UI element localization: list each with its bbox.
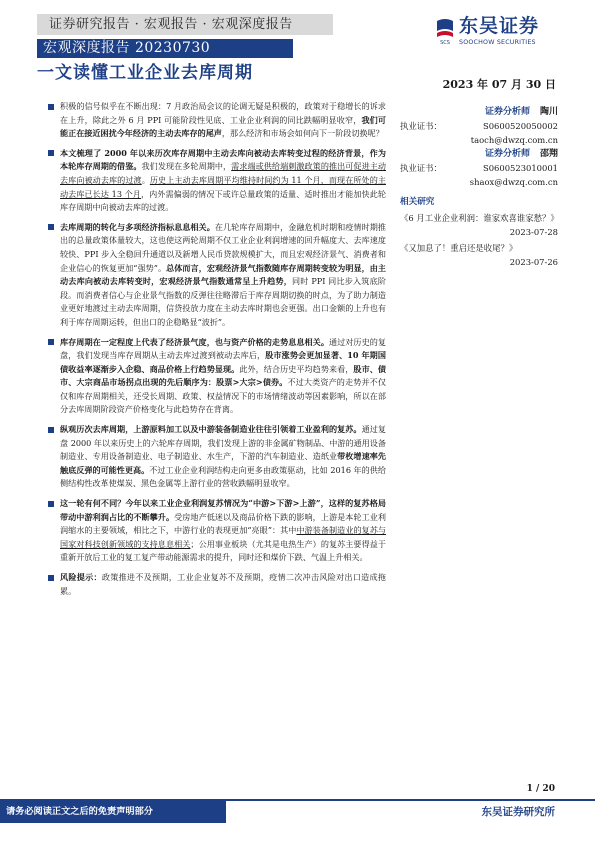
analyst-role: 证券分析师 邵翔 [484,149,558,159]
related-research-item[interactable]: 《6 月工业企业利润：谁家欢喜谁家愁？》 2023-07-28 [400,213,559,237]
bullet-square-icon [48,339,54,345]
bullet-text-segment: 股市、债市、大宗商品市场拐点出现的先后顺序为：股票>大宗>债券。 [60,363,386,388]
bullet-text-segment: 通过复盘 2000 年以来历史上的六轮库存周期，我们发现上游的非金属矿物制品、中游的通用设备制造业、专用设备制造业、电子制造业、水生产，下游的汽车制造业、造纸业 [60,424,386,462]
analyst-name: 陶川 [539,107,558,117]
analyst-cert: 执业证书： S0600520050002 [400,121,558,131]
bullet-text-segment: 库存周期在一定程度上代表了经济景气度，也与资产价格的走势息息相关。 [60,336,329,347]
report-date: 2023 年 07 月 30 日 [442,78,556,91]
bullet-text-segment: 不过大类资产的走势并不仅仅和库存周期相关，还受长周期、政策、权益情况下的市场情绪波动等因素影响，所以在部分去库周期阶段资产价格变化与此趋势存在背离。 [60,377,386,415]
report-category: 证券研究报告 · 宏观报告 · 宏观深度报告 [49,17,293,32]
bullet-text-segment: 在几轮库存周期中，金融危机时期和疫情时期推出的总量政策体量较大，这也使这两轮周期不仅工业企业利润增速的回升幅度大、去库速度较快、PPI 步入全稳回升通道以及新增人民币贷款规模扩大，而且宏观经济景气、消费者和企业信心的恢复更加“强势”。 [60,221,386,273]
summary-bullet [48,336,386,418]
bullet-text-segment: 受房地产低迷以及商品价格下跌的影响，上游是本轮工业利润缩水的主要领域，相比之下，中游行业的表现更加“亮眼”：其中 [60,511,386,536]
bullet-text-segment: 中游装备制造业的复苏与国家对科技创新领域的支持息息相关 [60,525,386,549]
bullet-square-icon [48,224,54,230]
bullet-text-segment: 我们可能正在接近困扰今年经济的主动去库存的尾声 [60,114,386,139]
report-title: 一文读懂工业企业去库周期 [37,63,253,83]
related-research-item[interactable]: 《又加息了！重启还是收尾？》 2023-07-26 [400,243,558,267]
analyst-name: 邵翔 [539,149,558,159]
bullet-square-icon [48,104,54,110]
bullet-text-segment: 此外，结合历史平均趋势来看， [239,363,354,374]
bullet-text-segment: ；公用事业板块（尤其是电热生产）的复苏主要得益于重新开放后工业的复工复产带动能源需求的提升，同时还和煤价下跌、气温上升相关。 [60,538,386,563]
bullet-text-segment: 总体而言，宏观经济景气指数随库存周期转变较为明显，由主动去库向被动去库转变时，宏观经济景气指数通常呈上升趋势， [60,262,386,287]
related-research-title: 相关研究 [400,197,435,207]
analyst-email[interactable]: taoch@dwzq.com.cn [470,135,558,145]
logo-mark-icon [434,17,456,45]
bullet-square-icon [48,150,54,156]
logo-name-cn: 东吴证券 [459,15,540,37]
report-category-bar [37,14,333,35]
bullet-square-icon [48,427,54,433]
analyst-email[interactable]: shaox@dwzq.com.cn [469,177,558,187]
summary-bullet [48,221,386,330]
bullet-square-icon [48,501,54,507]
summary-column [48,100,386,604]
bullet-text-segment: 不过工业企业利润结构走向更多由政策驱动，比如 2016 年的供给侧结构性改革使煤炭、黑色金属等上游行业的营收跌幅明显收窄。 [60,464,386,489]
bullet-text-segment: 政策推进不及预期，工业企业复苏不及预期，疫情二次冲击风险对出口造成拖累。 [60,572,386,596]
disclaimer-banner: 请务必阅读正文之后的免责声明部分 [0,801,226,823]
analyst-block [400,105,558,147]
bullet-text-segment: ，那么经济和市场会如何向下一阶段切换呢？ [221,128,384,139]
summary-bullet [48,147,386,215]
bullet-text-segment: 股市涨势会更加显著、10 年期国债收益率逐渐步入企稳、商品价格上行趋势显现。 [60,350,386,374]
bullet-text-segment: 本文梳理了 2000 年以来历次库存周期中主动去库向被动去库转变过程的经济背景，作为本轮库存周期的借鉴。 [60,147,386,172]
summary-bullet [48,571,386,598]
bullet-text-segment: 纵观历次去库周期，上游原料加工以及中游装备制造业往往引领着工业盈利的复苏。 [60,424,362,435]
bullet-text-segment: 风险提示： [60,572,102,582]
analyst-block [400,147,558,189]
report-type-bar [37,39,293,58]
summary-bullet [48,497,386,565]
bullet-text-segment: 历史上主动去库周期平均维持时间约为 11 个月，而现在所处的主动去库已长达 13 个月 [60,174,386,199]
bullet-text-segment: 积极的信号似乎在不断出现：7 月政治局会议的论调无疑是积极的，政策对于稳增长的诉求在上升，除此之外 6 月 PPI 可能阶段性见底、工业企业利润的同比跌幅明显收窄， [60,101,386,125]
report-type: 宏观深度报告 20230730 [43,40,211,56]
bullet-square-icon [48,575,54,581]
bullet-text-segment: 这一轮有何不同？今年以来工业企业利润复苏情况为“中游>下游>上游”，这样的复苏格局带动中游利润占比的不断攀升。 [60,498,386,522]
summary-bullet [48,100,386,141]
bullet-text-segment: 需求端或供给端刺激政策的推出可促进主动去库向被动去库的过渡 [60,161,386,185]
bullet-text-segment: 通过对历史的复盘，我们发现当库存周期从主动去库过渡到被动去库后， [60,336,386,361]
logo-name-en: SOOCHOW SECURITIES [459,39,536,46]
page-number: 1 / 20 [526,784,555,794]
company-logo [434,14,556,48]
summary-bullet [48,423,386,491]
bullet-text-segment: 。 [141,174,150,185]
bullet-text-segment: ，内外需偏弱的情况下或许总量政策的适量、适时推出才能加快此轮库存周期中向被动去库的过渡。 [60,188,386,213]
bullet-text-segment: 同时 PPI 同比步入筑底阶段。而消费者信心与企业景气指数的反弹往往略滞后于库存周期切换的时点，为了助力制造业更好地渡过主动去库周期，信贷投放力度在主动去库时期也会更强。出口金额的上升也有利于库存周期运转，但出口的企稳略显“波折”。 [60,276,386,327]
bullet-text-segment: 去库周期的转化与多项经济指标息息相关。 [60,221,215,232]
institute-name: 东吴证券研究所 [481,806,555,818]
analyst-role: 证券分析师 陶川 [484,107,558,117]
bullet-text-segment: 带枚增速率先触底反弹的可能性更高。 [60,451,386,475]
analyst-cert: 执业证书： S0600523010001 [400,163,558,173]
sidebar [400,105,558,269]
bullet-text-segment: 我们发现在多轮周期中， [141,161,232,172]
logo-mark-text: SCS [440,40,450,45]
